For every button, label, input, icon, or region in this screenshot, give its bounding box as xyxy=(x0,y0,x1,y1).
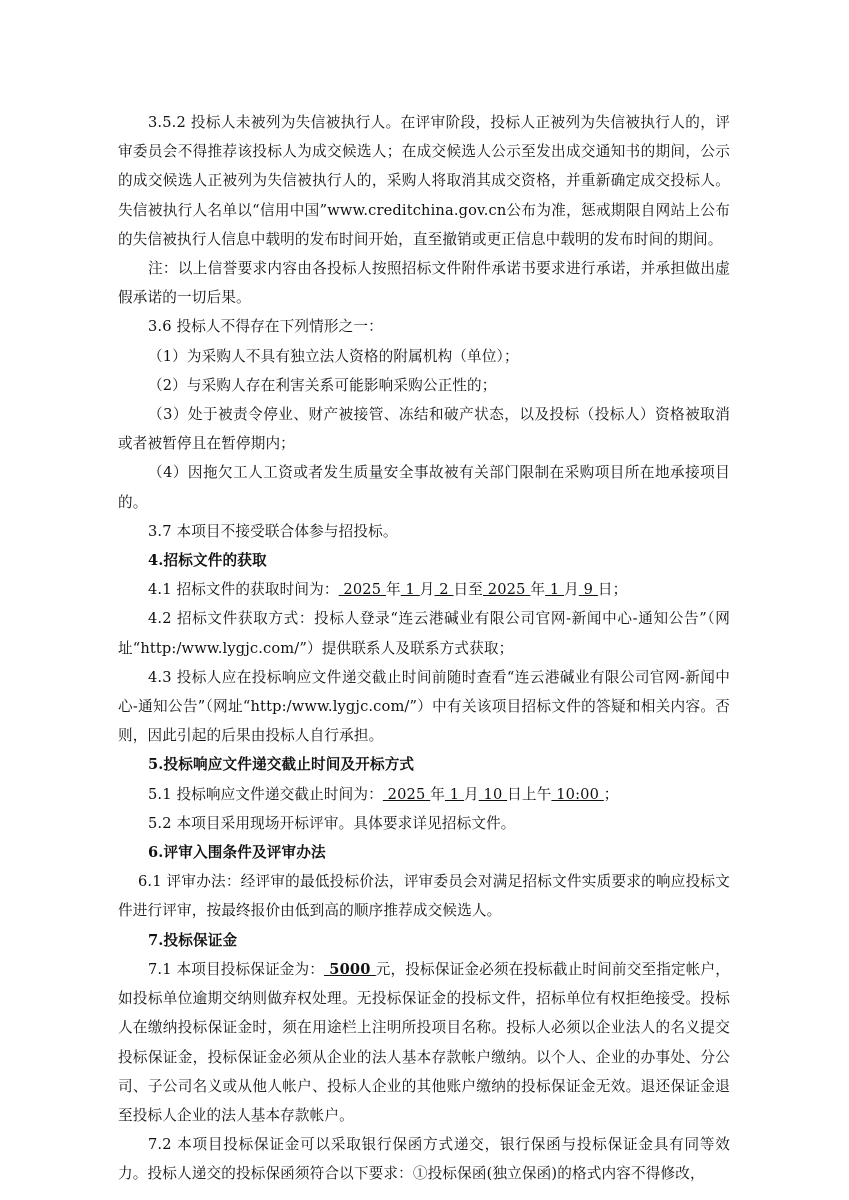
section-heading-6: 6.评审入围条件及评审办法 xyxy=(148,844,326,862)
list-item-3: （3）处于被责令停业、财产被接管、冻结和破产状态，以及投标（投标人）资格被取消或者被暂停且在暂停期内； xyxy=(118,406,730,453)
para-note: 注：以上信誉要求内容由各投标人按照招标文件附件承诺书要求进行承诺，并承担做出虚假承诺的一切后果。 xyxy=(118,260,730,307)
section-heading-5: 5.投标响应文件递交截止时间及开标方式 xyxy=(148,756,415,774)
para-5-1: 5.1 投标响应文件递交截止时间为： 2025 年 1 月 10 日上午 10:00 ； xyxy=(148,785,619,803)
document-page xyxy=(118,108,730,1189)
para-4-1: 4.1 招标文件的获取时间为： 2025 年 1 月 2 日至 2025 年 1 月 9 日； xyxy=(148,581,628,599)
section-heading-7: 7.投标保证金 xyxy=(148,931,238,949)
para-6-1: 6.1 评审办法：经评审的最低投标价法，评审委员会对满足招标文件实质要求的响应投标文件进行评审，按最终报价由低到高的顺序推荐成交候选人。 xyxy=(118,873,730,920)
para-7-1: 7.1 本项目投标保证金为： 5000 元，投标保证金必须在投标截止时间前交至指定帐户，如投标单位逾期交纳则做弃权处理。无投标保证金的投标文件，招标单位有权拒绝接受。投标人在缴纳投标保证金时，须在用途栏上注明所投项目名称。投标人必须以企业法人的名义提交投标保证金，投标保证金必须从企业的法人基本存款帐户缴纳。以个人、企业的办事处、分公司、子公司名义或从他人帐户、投标人企业的其他账户缴纳的投标保证金无效。退还保证金退至投标人企业的法人基本存款帐户。 xyxy=(118,960,730,1124)
deposit-amount: 5000 xyxy=(324,960,376,978)
para-3-6: 3.6 投标人不得存在下列情形之一： xyxy=(148,318,383,336)
list-item-2: （2）与采购人存在利害关系可能影响采购公正性的； xyxy=(148,376,497,394)
list-item-1: （1）为采购人不具有独立法人资格的附属机构（单位）； xyxy=(148,347,519,365)
para-3-7: 3.7 本项目不接受联合体参与招投标。 xyxy=(148,522,398,540)
para-4-3: 4.3 投标人应在投标响应文件递交截止时间前随时查看“连云港碱业有限公司官网-新闻中心-通知公告”（网址“http:/www.lygjc.com/”）中有关该项目招标文件的答疑和相关内容。否则，因此引起的后果由投标人自行承担。 xyxy=(118,668,730,745)
para-3-5-2: 3.5.2 投标人未被列为失信被执行人。在评审阶段，投标人正被列为失信被执行人的，评审委员会不得推荐该投标人为成交候选人；在成交候选人公示至发出成交通知书的期间，公示的成交候选人正被列为失信被执行人的，采购人将取消其成交资格，并重新确定成交投标人。失信被执行人名单以“信用中国”www.creditchina.gov.cn公布为准，惩戒期限自网站上公布的失信被执行人信息中载明的发布时间开始，直至撤销或更正信息中载明的发布时间的期间。 xyxy=(118,114,730,248)
list-item-4: （4）因拖欠工人工资或者发生质量安全事故被有关部门限制在采购项目所在地承接项目的。 xyxy=(118,464,730,511)
para-5-2: 5.2 本项目采用现场开标评审。具体要求详见招标文件。 xyxy=(148,814,516,832)
section-heading-4: 4.招标文件的获取 xyxy=(148,552,267,570)
para-4-2: 4.2 招标文件获取方式：投标人登录“连云港碱业有限公司官网-新闻中心-通知公告”（网址“http:/www.lygjc.com/”）提供联系人及联系方式获取； xyxy=(118,610,730,657)
para-7-2: 7.2 本项目投标保证金可以采取银行保函方式递交，银行保函与投标保证金具有同等效力。投标人递交的投标保函须符合以下要求：①投标保函(独立保函)的格式内容不得修改， xyxy=(118,1136,730,1183)
